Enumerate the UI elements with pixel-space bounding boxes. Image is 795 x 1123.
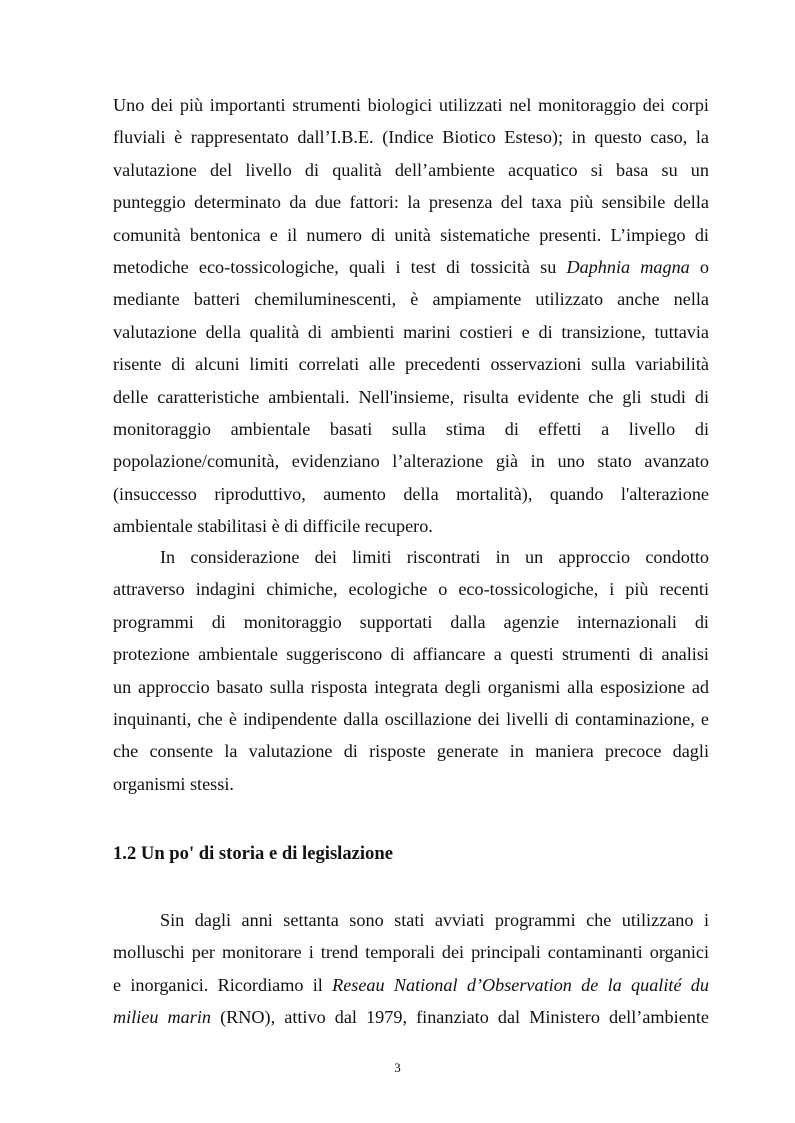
species-name-italic: Daphnia magna [566,257,690,278]
text-line: risente di alcuni limiti correlati alle precedenti osservazioni sulla variabilità [113,354,709,375]
paragraph-1-text [113,89,709,543]
text-line: valutazione del livello di qualità dell’ambiente acquatico si basa su un [113,159,709,180]
text-line [113,1001,709,1033]
program-name-italic: Reseau National d’Observation de la qualité du [332,974,709,995]
text-line: che consente la valutazione di risposte generate in maniera precoce dagli [113,741,709,762]
paragraph-2-text [113,541,709,800]
paragraph-3-text [113,904,709,1034]
text-segment: (RNO), attivo dal 1979, finanziato dal Ministero dell’ambiente [211,1007,709,1028]
text-line: Uno dei più importanti strumenti biologici utilizzati nel monitoraggio dei corpi [113,95,709,115]
text-segment: e inorganici. Ricordiamo il [113,974,333,995]
paragraph-2 [113,541,709,800]
paragraph-3 [113,904,709,1034]
paragraph-1 [113,89,709,543]
text-line: attraverso indagini chimiche, ecologiche o eco-tossicologiche, i più recenti [113,579,709,600]
text-line: protezione ambientale suggeriscono di affiancare a questi strumenti di analisi [113,644,709,665]
text-segment: metodiche eco-tossicologiche, quali i test di tossicità su [113,257,567,278]
section-heading: 1.2 Un po' di storia e di legislazione [113,843,393,864]
text-line: delle caratteristiche ambientali. Nell'insieme, risulta evidente che gli studi di [113,386,709,407]
page-number: 3 [394,1060,401,1075]
text-line [113,969,709,1001]
text-line: Sin dagli anni settanta sono stati avviati programmi che utilizzano i [160,910,709,930]
text-line: In considerazione dei limiti riscontrati in un approccio condotto [160,547,709,567]
text-line: programmi di monitoraggio supportati dalla agenzie internazionali di [113,611,709,632]
text-line: popolazione/comunità, evidenziano l’alterazione già in uno stato avanzato [113,451,709,472]
text-line: inquinanti, che è indipendente dalla oscillazione dei livelli di contaminazione, e [113,709,709,730]
text-line: (insuccesso riproduttivo, aumento della mortalità), quando l'alterazione [113,483,709,504]
text-line [113,251,709,283]
program-name-italic: milieu marin [113,1007,212,1028]
text-segment: o [689,257,710,278]
text-line: mediante batteri chemiluminescenti, è ampiamente utilizzato anche nella [113,289,709,310]
text-line: monitoraggio ambientale basati sulla stima di effetti a livello di [113,419,709,440]
text-line: ambientale stabilitasi è di difficile recupero. [113,516,433,537]
text-line: molluschi per monitorare i trend temporali dei principali contaminanti organici [113,942,709,963]
text-line: comunità bentonica e il numero di unità sistematiche presenti. L’impiego di [113,224,709,245]
text-line: organismi stessi. [113,773,234,794]
text-line: valutazione della qualità di ambienti marini costieri e di transizione, tuttavia [113,321,709,342]
text-line: punteggio determinato da due fattori: la presenza del taxa più sensibile della [113,192,709,213]
text-line: fluviali è rappresentato dall’I.B.E. (Indice Biotico Esteso); in questo caso, la [113,127,709,148]
text-line: un approccio basato sulla risposta integrata degli organismi alla esposizione ad [113,676,709,697]
